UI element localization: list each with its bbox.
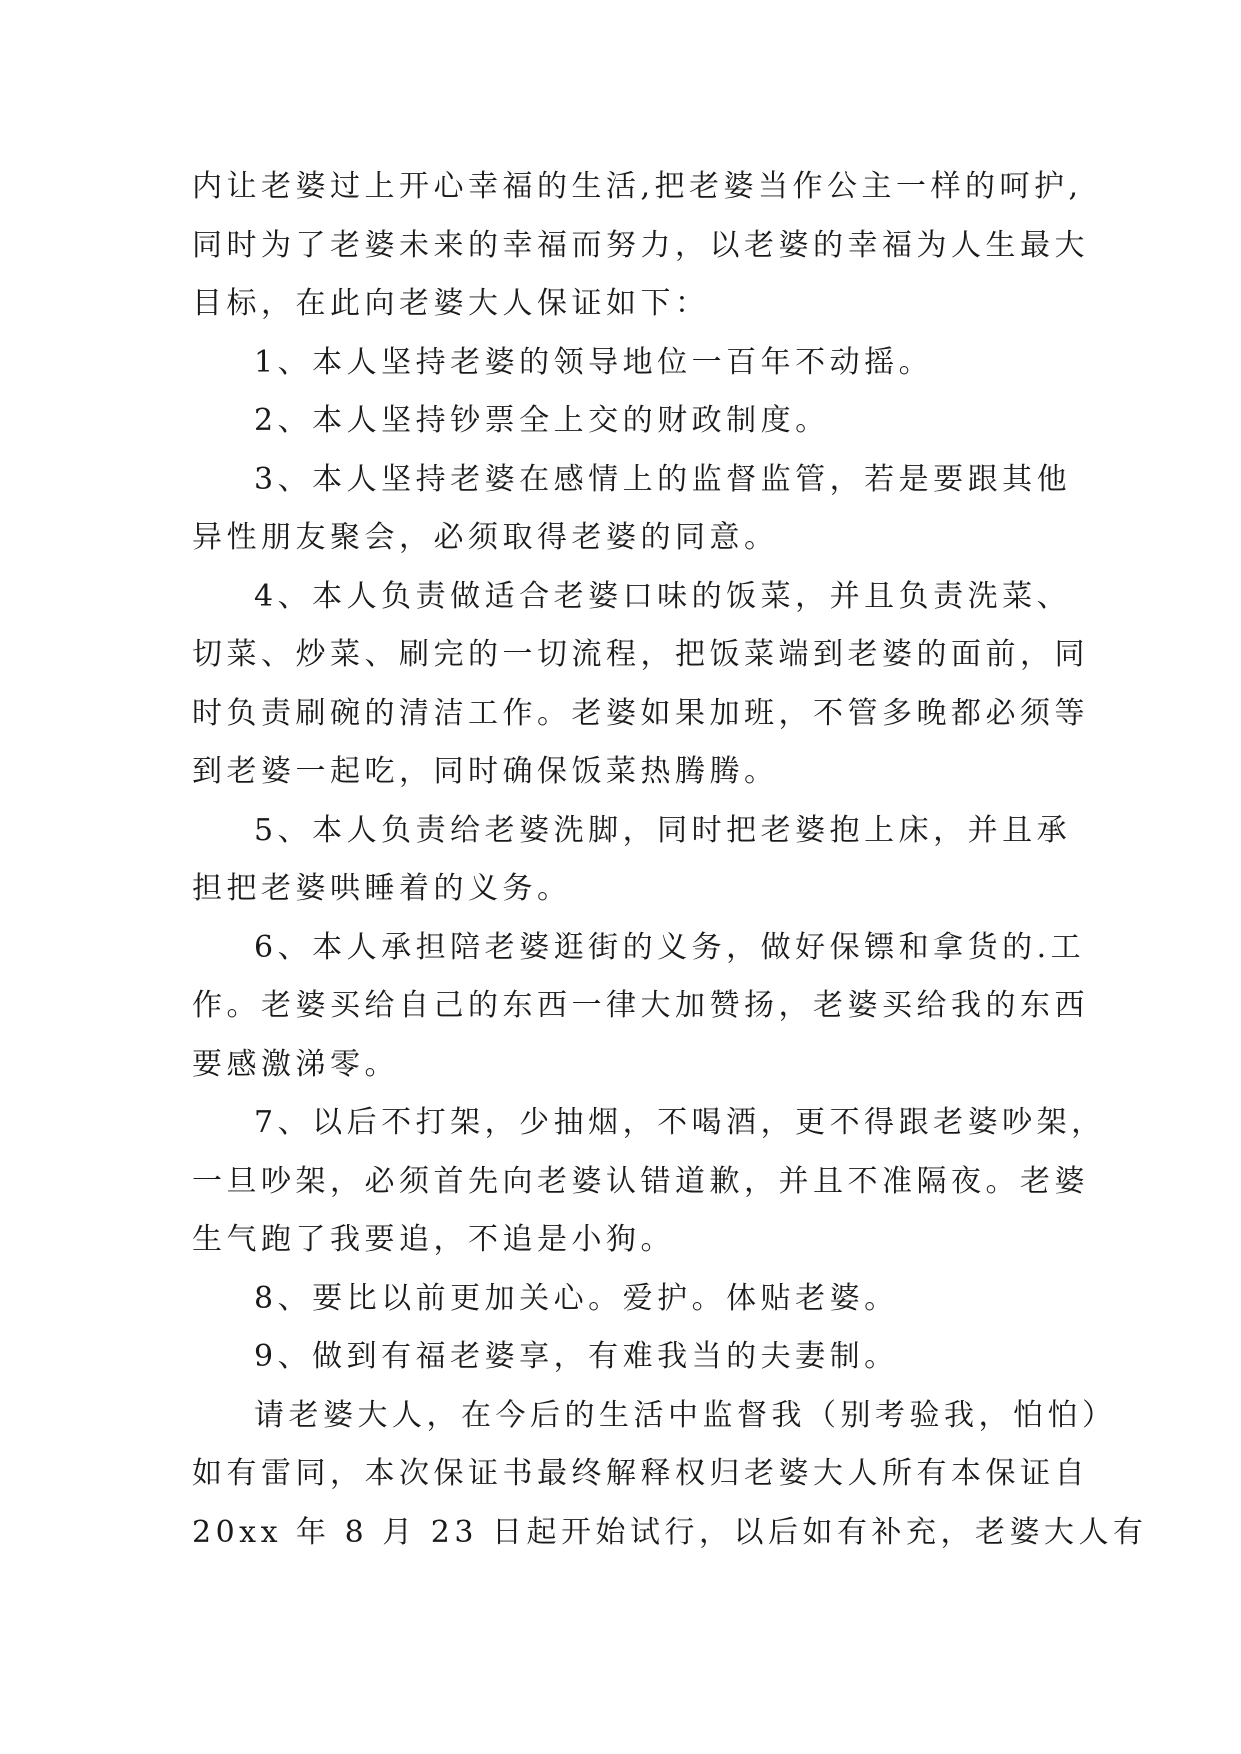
- pledge-item-6: 6、本人承担陪老婆逛街的义务，做好保镖和拿货的.工: [254, 929, 1086, 965]
- closing-paragraph: 请老婆大人，在今后的生活中监督我（别考验我，怕怕）: [254, 1397, 1117, 1433]
- pledge-item-1: 1、本人坚持老婆的领导地位一百年不动摇。: [254, 344, 934, 380]
- pledge-item-2: 2、本人坚持钞票全上交的财政制度。: [254, 403, 830, 438]
- text-line: 作。老婆买给自己的东西一律大加赞扬，老婆买给我的东西: [192, 988, 1089, 1023]
- text-line: 一旦吵架，必须首先向老婆认错道歉，并且不准隔夜。老婆: [192, 1163, 1089, 1199]
- text-line: 异性朋友聚会，必须取得老婆的同意。: [192, 520, 779, 555]
- text-line: 20xx 年 8 月 23 日起开始试行，以后如有补充，老婆大人有: [192, 1514, 1148, 1550]
- pledge-item-7: 7、以后不打架，少抽烟，不喝酒，更不得跟老婆吵架，: [254, 1105, 1106, 1140]
- text-line: 要感激涕零。: [192, 1046, 399, 1082]
- pledge-item-3: 3、本人坚持老婆在感情上的监督监管，若是要跟其他: [254, 461, 1072, 497]
- text-line: 目标，在此向老婆大人保证如下：: [192, 286, 710, 321]
- text-line: 如有雷同，本次保证书最终解释权归老婆大人所有本保证自: [192, 1456, 1089, 1491]
- text-line: 同时为了老婆未来的幸福而努力，以老婆的幸福为人生最大: [192, 227, 1089, 263]
- pledge-item-9: 9、做到有福老婆享，有难我当的夫妻制。: [254, 1339, 899, 1374]
- pledge-item-5: 5、本人负责给老婆洗脚，同时把老婆抱上床，并且承: [254, 812, 1072, 848]
- text-line: 到老婆一起吃，同时确保饭菜热腾腾。: [192, 754, 779, 789]
- document-body: [192, 158, 1148, 1562]
- text-line: 生气跑了我要追，不追是小狗。: [192, 1222, 675, 1257]
- pledge-item-8: 8、要比以前更加关心。爱护。体贴老婆。: [254, 1280, 899, 1316]
- text-line: 时负责刷碗的清洁工作。老婆如果加班，不管多晚都必须等: [192, 695, 1089, 731]
- pledge-item-4: 4、本人负责做适合老婆口味的饭菜，并且负责洗菜、: [254, 578, 1072, 614]
- text-line: 内让老婆过上开心幸福的生活,把老婆当作公主一样的呵护,: [192, 169, 1083, 204]
- text-line: 切菜、炒菜、刷完的一切流程，把饭菜端到老婆的面前，同: [192, 637, 1089, 672]
- text-line: 担把老婆哄睡着的义务。: [192, 871, 572, 906]
